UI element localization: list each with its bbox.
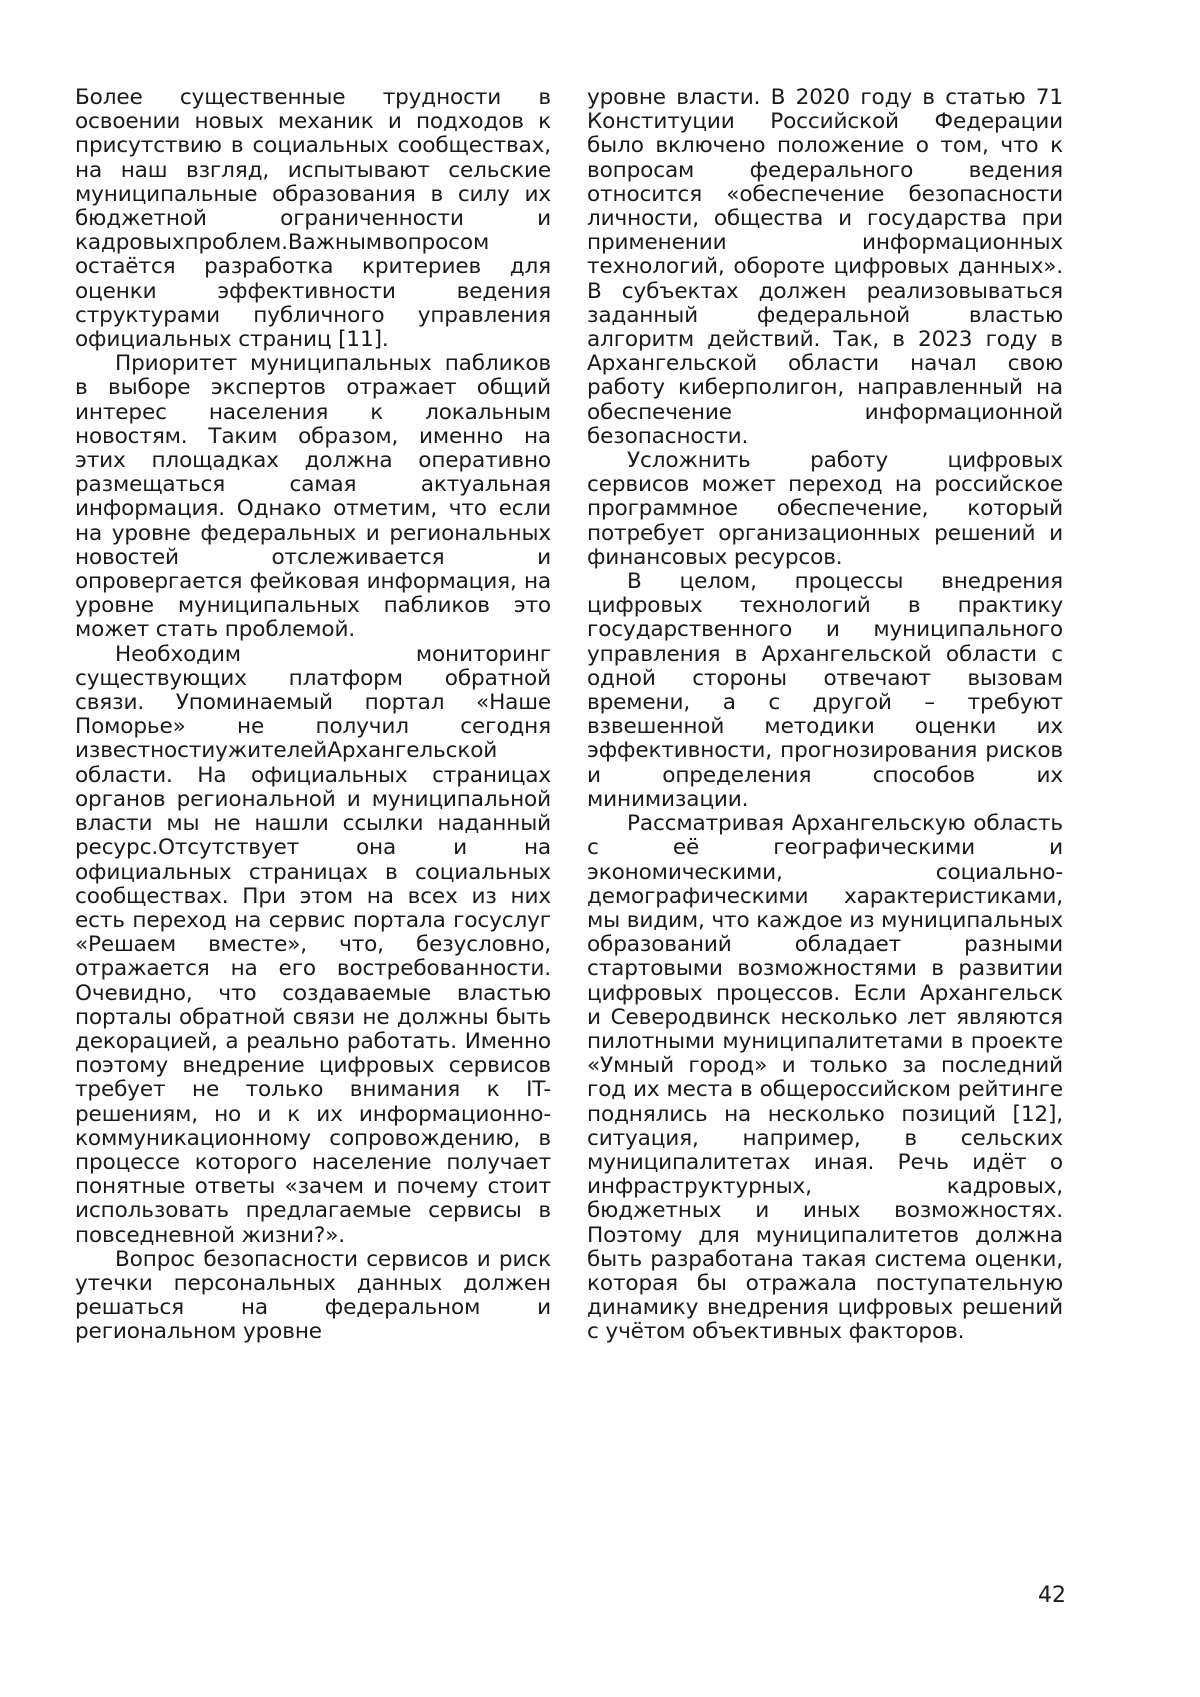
paragraph: Более существенные трудности в освоении новых механик и подходов к присутствию в социальных сообществах, на наш взгляд, испытывают сельские муниципальные образования в силу их бюджетной ограниченности и кадровыхпроблем.Важнымвопросом остаётся разработка критериев для оценки эффективности ведения структурами публичного управления официальных страниц [11]. xyxy=(75,85,551,353)
right-text-column xyxy=(587,86,1063,1345)
paragraph: Вопрос безопасности сервисов и риск утечки персональных данных должен решаться на федеральном и региональном уровне xyxy=(75,1246,551,1345)
paragraph: уровне власти. В 2020 году в статью 71 Конституции Российской Федерации было включено положение о том, что к вопросам федерального ведения относится «обеспечение безопасности личности, общества и государства при применении информационных технологий, обороте цифровых данных». В субъектах должен реализовываться заданный федеральной властью алгоритм действий. Так, в 2023 году в Архангельской области начал свою работу киберполигон, направленный на обеспечение информационной безопасности. xyxy=(587,85,1063,449)
paragraph: Усложнить работу цифровых сервисов может переход на российское программное обеспечение, который потребует организационных решений и финансовых ресурсов. xyxy=(587,448,1063,570)
paragraph: В целом, процессы внедрения цифровых технологий в практику государственного и муниципального управления в Архангельской области с одной стороны отвечают вызовам времени, а с другой – требуют взвешенной методики оценки их эффективности, прогнозирования рисков и определения способов их минимизации. xyxy=(587,569,1063,812)
paragraph: Приоритет муниципальных пабликов в выборе экспертов отражает общий интерес населения к локальным новостям. Таким образом, именно на этих площадках должна оперативно размещаться самая актуальная информация. Однако отметим, что если на уровне федеральных и региональных новостей отслеживается и опровергается фейковая информация, на уровне муниципальных пабликов это может стать проблемой. xyxy=(75,351,551,643)
paragraph: Рассматривая Архангельскую область с её географическими и экономическими, социально-демографическими характеристиками, мы видим, что каждое из муниципальных образований обладает разными стартовыми возможностями в развитии цифровых процессов. Если Архангельск и Северодвинск несколько лет являются пилотными муниципалитетами в проекте «Умный город» и только за последний год их места в общероссийском рейтинге поднялись на несколько позиций [12], ситуация, например, в сельских муниципалитетах иная. Речь идёт о инфраструктурных, кадровых, бюджетных и иных возможностях. Поэтому для муниципалитетов должна быть разработана такая система оценки, которая бы отражала поступательную динамику внедрения цифровых решений с учётом объективных факторов. xyxy=(587,811,1063,1345)
left-text-column xyxy=(75,86,551,1345)
paragraph: Необходим мониторинг существующих платформ обратной связи. Упоминаемый портал «Наше Поморье» не получил сегодня известностиужителейАрхангельской области. На официальных страницах органов региональной и муниципальной власти мы не нашли ссылки наданный ресурс.Отсутствует она и на официальных страницах в социальных сообществах. При этом на всех из них есть переход на сервис портала госуслуг «Решаем вместе», что, безусловно, отражается на его востребованности. Очевидно, что создаваемые властью порталы обратной связи не должны быть декорацией, а реально работать. Именно поэтому внедрение цифровых сервисов требует не только внимания к IT-решениям, но и к их информационно-коммуникационному сопровождению, в процессе которого население получает понятные ответы «зачем и почему стоит использовать предлагаемые сервисы в повседневной жизни?». xyxy=(75,641,551,1248)
page-number: 42 xyxy=(1038,1583,1066,1608)
